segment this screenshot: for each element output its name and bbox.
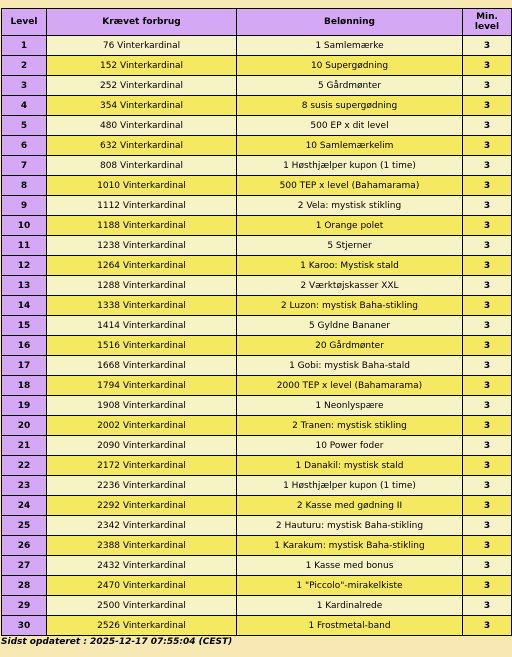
reward-cell: 1 Kardinalrede: [237, 596, 463, 616]
reward-cell: 2 Vela: mystisk stikling: [237, 196, 463, 216]
min-level-cell: 3: [463, 536, 512, 556]
min-level-cell: 3: [463, 256, 512, 276]
reward-cell: 5 Gårdmønter: [237, 76, 463, 96]
level-cell: 29: [2, 596, 47, 616]
table-header-row: [2, 9, 512, 36]
level-cell: 21: [2, 436, 47, 456]
min-level-cell: 3: [463, 36, 512, 56]
level-cell: 9: [2, 196, 47, 216]
table-row: [2, 96, 512, 116]
level-cell: 1: [2, 36, 47, 56]
level-cell: 28: [2, 576, 47, 596]
required-cell: 1288 Vinterkardinal: [47, 276, 237, 296]
reward-cell: 1 Høsthjælper kupon (1 time): [237, 156, 463, 176]
header-min-level-line1: Min.: [476, 12, 498, 22]
last-updated-footer: Sidst opdateret : 2025-12-17 07:55:04 (CEST): [1, 637, 233, 647]
level-cell: 26: [2, 536, 47, 556]
header-required: Krævet forbrug: [47, 9, 237, 36]
reward-cell: 500 EP x dit level: [237, 116, 463, 136]
required-cell: 1112 Vinterkardinal: [47, 196, 237, 216]
level-cell: 7: [2, 156, 47, 176]
header-min-level-line2: level: [474, 22, 500, 32]
table-row: [2, 156, 512, 176]
min-level-cell: 3: [463, 96, 512, 116]
min-level-cell: 3: [463, 156, 512, 176]
reward-cell: 2 Hauturu: mystisk Baha-stikling: [237, 516, 463, 536]
table-row: [2, 476, 512, 496]
reward-cell: 20 Gårdmønter: [237, 336, 463, 356]
min-level-cell: 3: [463, 496, 512, 516]
table-row: [2, 596, 512, 616]
reward-cell: 2 Værktøjskasser XXL: [237, 276, 463, 296]
reward-cell: 1 Danakil: mystisk stald: [237, 456, 463, 476]
reward-cell: 2 Tranen: mystisk stikling: [237, 416, 463, 436]
min-level-cell: 3: [463, 296, 512, 316]
level-cell: 24: [2, 496, 47, 516]
reward-cell: 500 TEP x level (Bahamarama): [237, 176, 463, 196]
reward-cell: 10 Power foder: [237, 436, 463, 456]
min-level-cell: 3: [463, 236, 512, 256]
min-level-cell: 3: [463, 356, 512, 376]
table-row: [2, 536, 512, 556]
level-cell: 3: [2, 76, 47, 96]
table-row: [2, 116, 512, 136]
level-cell: 30: [2, 616, 47, 636]
rewards-table: [1, 8, 512, 636]
min-level-cell: 3: [463, 196, 512, 216]
table-row: [2, 416, 512, 436]
reward-cell: 10 Supergødning: [237, 56, 463, 76]
level-cell: 12: [2, 256, 47, 276]
min-level-cell: 3: [463, 416, 512, 436]
min-level-cell: 3: [463, 456, 512, 476]
required-cell: 2388 Vinterkardinal: [47, 536, 237, 556]
required-cell: 480 Vinterkardinal: [47, 116, 237, 136]
min-level-cell: 3: [463, 336, 512, 356]
level-cell: 14: [2, 296, 47, 316]
level-cell: 20: [2, 416, 47, 436]
required-cell: 2526 Vinterkardinal: [47, 616, 237, 636]
required-cell: 1908 Vinterkardinal: [47, 396, 237, 416]
reward-cell: 1 Karakum: mystisk Baha-stikling: [237, 536, 463, 556]
min-level-cell: 3: [463, 376, 512, 396]
reward-cell: 1 Orange polet: [237, 216, 463, 236]
table-row: [2, 216, 512, 236]
min-level-cell: 3: [463, 176, 512, 196]
level-cell: 22: [2, 456, 47, 476]
required-cell: 2002 Vinterkardinal: [47, 416, 237, 436]
table-row: [2, 396, 512, 416]
level-cell: 25: [2, 516, 47, 536]
reward-cell: 1 Karoo: Mystisk stald: [237, 256, 463, 276]
table-row: [2, 256, 512, 276]
reward-cell: 8 susis supergødning: [237, 96, 463, 116]
reward-cell: 1 Gobi: mystisk Baha-stald: [237, 356, 463, 376]
header-reward: Belønning: [237, 9, 463, 36]
min-level-cell: 3: [463, 576, 512, 596]
required-cell: 1414 Vinterkardinal: [47, 316, 237, 336]
min-level-cell: 3: [463, 516, 512, 536]
required-cell: 2342 Vinterkardinal: [47, 516, 237, 536]
min-level-cell: 3: [463, 276, 512, 296]
table-row: [2, 576, 512, 596]
table-row: [2, 296, 512, 316]
table-row: [2, 36, 512, 56]
required-cell: 1238 Vinterkardinal: [47, 236, 237, 256]
required-cell: 1264 Vinterkardinal: [47, 256, 237, 276]
min-level-cell: 3: [463, 136, 512, 156]
table-row: [2, 76, 512, 96]
required-cell: 76 Vinterkardinal: [47, 36, 237, 56]
reward-cell: 5 Gyldne Bananer: [237, 316, 463, 336]
table-row: [2, 616, 512, 636]
required-cell: 2292 Vinterkardinal: [47, 496, 237, 516]
min-level-cell: 3: [463, 596, 512, 616]
required-cell: 808 Vinterkardinal: [47, 156, 237, 176]
level-cell: 10: [2, 216, 47, 236]
table-row: [2, 236, 512, 256]
level-cell: 15: [2, 316, 47, 336]
table-row: [2, 336, 512, 356]
required-cell: 632 Vinterkardinal: [47, 136, 237, 156]
reward-cell: 5 Stjerner: [237, 236, 463, 256]
required-cell: 2470 Vinterkardinal: [47, 576, 237, 596]
reward-cell: 1 Frostmetal-band: [237, 616, 463, 636]
table-row: [2, 176, 512, 196]
table-row: [2, 516, 512, 536]
level-cell: 18: [2, 376, 47, 396]
reward-cell: 2000 TEP x level (Bahamarama): [237, 376, 463, 396]
reward-cell: 1 Kasse med bonus: [237, 556, 463, 576]
level-cell: 19: [2, 396, 47, 416]
reward-cell: 1 Samlemærke: [237, 36, 463, 56]
required-cell: 2172 Vinterkardinal: [47, 456, 237, 476]
required-cell: 1668 Vinterkardinal: [47, 356, 237, 376]
reward-cell: 2 Luzon: mystisk Baha-stikling: [237, 296, 463, 316]
header-min-level: [463, 9, 512, 36]
table-row: [2, 356, 512, 376]
required-cell: 152 Vinterkardinal: [47, 56, 237, 76]
required-cell: 1794 Vinterkardinal: [47, 376, 237, 396]
table-row: [2, 316, 512, 336]
level-cell: 27: [2, 556, 47, 576]
table-row: [2, 456, 512, 476]
min-level-cell: 3: [463, 556, 512, 576]
min-level-cell: 3: [463, 76, 512, 96]
required-cell: 1010 Vinterkardinal: [47, 176, 237, 196]
min-level-cell: 3: [463, 616, 512, 636]
required-cell: 252 Vinterkardinal: [47, 76, 237, 96]
level-cell: 23: [2, 476, 47, 496]
level-cell: 6: [2, 136, 47, 156]
table-row: [2, 376, 512, 396]
level-cell: 2: [2, 56, 47, 76]
level-cell: 5: [2, 116, 47, 136]
required-cell: 2500 Vinterkardinal: [47, 596, 237, 616]
min-level-cell: 3: [463, 476, 512, 496]
level-cell: 4: [2, 96, 47, 116]
required-cell: 1338 Vinterkardinal: [47, 296, 237, 316]
min-level-cell: 3: [463, 216, 512, 236]
table-row: [2, 276, 512, 296]
header-level: Level: [2, 9, 47, 36]
required-cell: 2236 Vinterkardinal: [47, 476, 237, 496]
required-cell: 1188 Vinterkardinal: [47, 216, 237, 236]
table-body: [2, 36, 512, 636]
level-cell: 17: [2, 356, 47, 376]
required-cell: 354 Vinterkardinal: [47, 96, 237, 116]
level-cell: 16: [2, 336, 47, 356]
table-row: [2, 556, 512, 576]
level-cell: 8: [2, 176, 47, 196]
min-level-cell: 3: [463, 436, 512, 456]
table-row: [2, 436, 512, 456]
required-cell: 2090 Vinterkardinal: [47, 436, 237, 456]
table-row: [2, 56, 512, 76]
min-level-cell: 3: [463, 316, 512, 336]
min-level-cell: 3: [463, 396, 512, 416]
reward-cell: 10 Samlemærkelim: [237, 136, 463, 156]
reward-cell: 1 Neonlyspære: [237, 396, 463, 416]
level-cell: 11: [2, 236, 47, 256]
required-cell: 1516 Vinterkardinal: [47, 336, 237, 356]
table-row: [2, 496, 512, 516]
reward-cell: 2 Kasse med gødning II: [237, 496, 463, 516]
required-cell: 2432 Vinterkardinal: [47, 556, 237, 576]
table-row: [2, 136, 512, 156]
reward-cell: 1 Høsthjælper kupon (1 time): [237, 476, 463, 496]
reward-cell: 1 "Piccolo"-mirakelkiste: [237, 576, 463, 596]
level-cell: 13: [2, 276, 47, 296]
table-row: [2, 196, 512, 216]
min-level-cell: 3: [463, 56, 512, 76]
min-level-cell: 3: [463, 116, 512, 136]
